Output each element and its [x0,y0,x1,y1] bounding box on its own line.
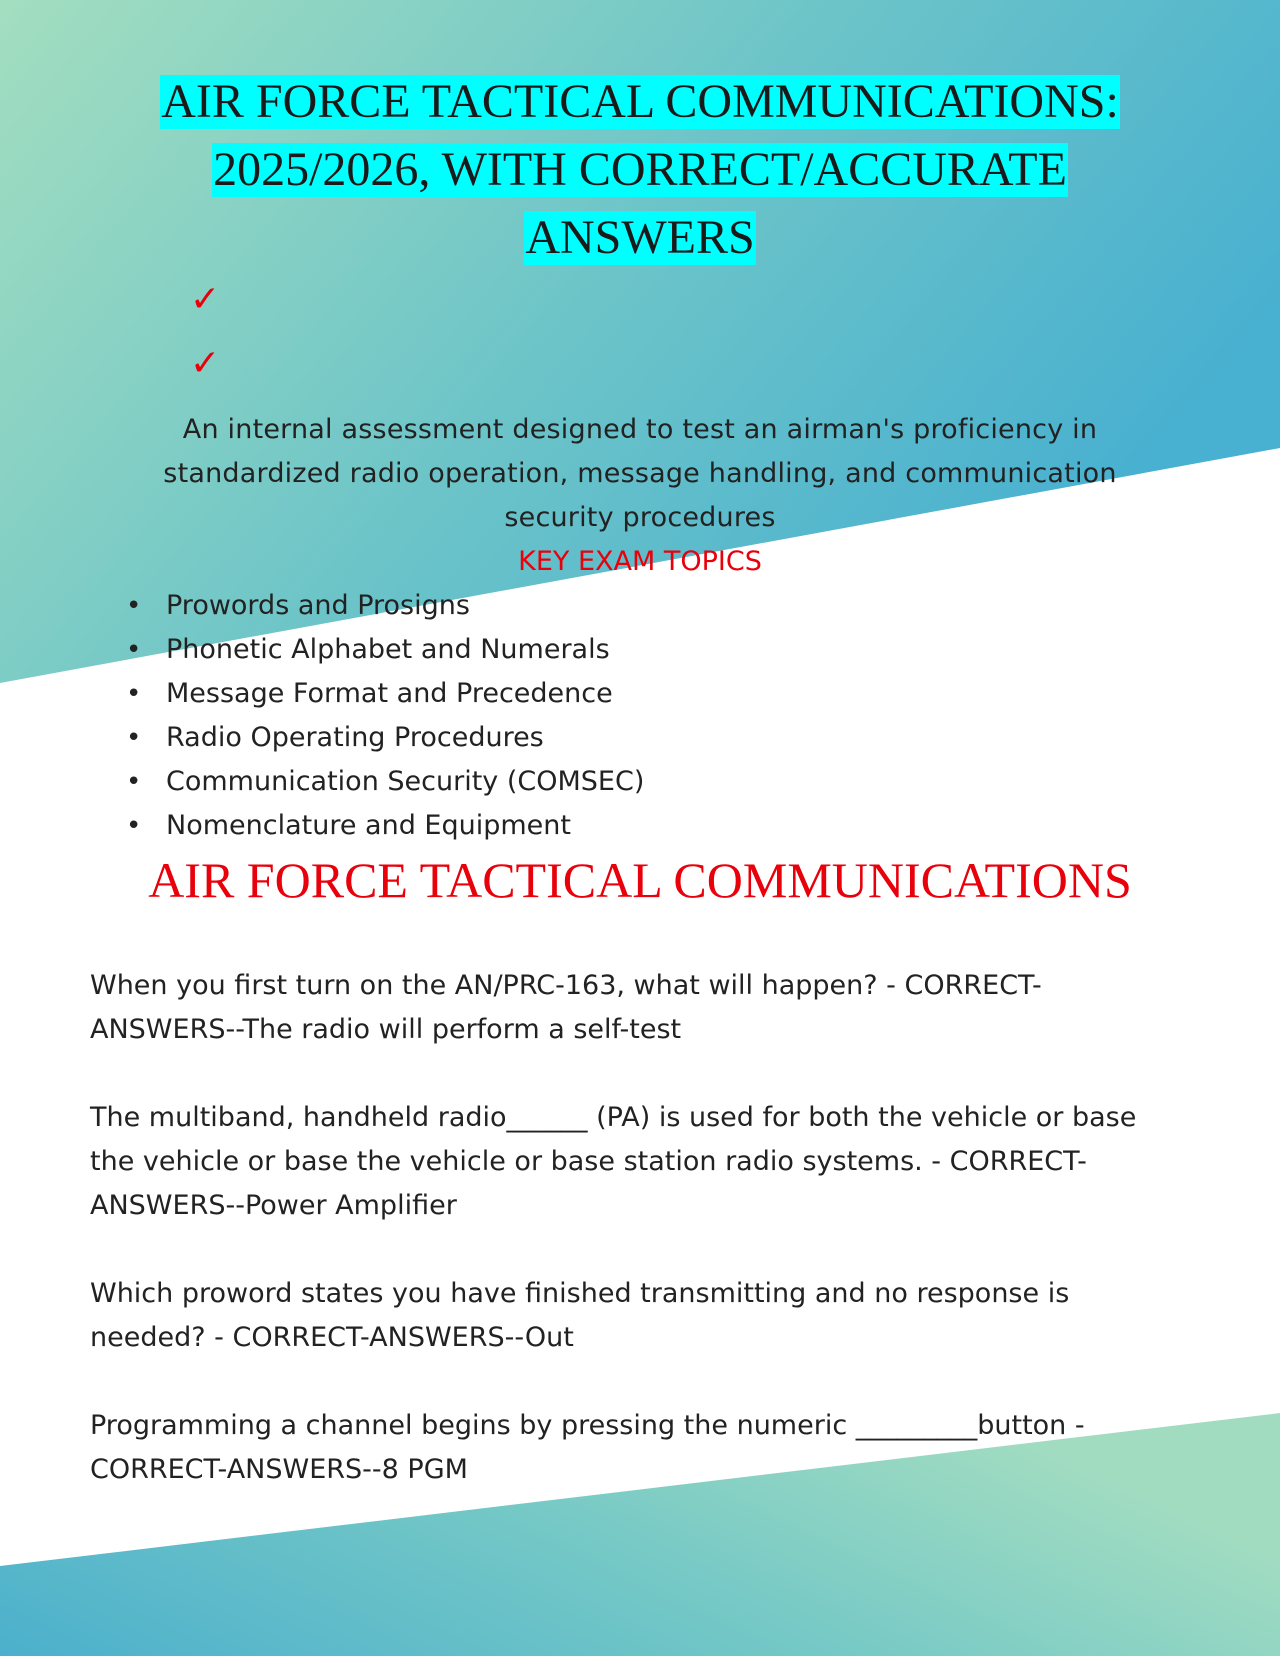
topic-item: • Prowords and Prosigns [120,584,644,628]
topic-item: • Message Format and Precedence [120,672,644,716]
section-title: AIR FORCE TACTICAL COMMUNICATIONS [148,852,1132,908]
intro-paragraph: An internal assessment designed to test an airman's proficiency in standardized radio operation, message handling, and communication security procedures [163,414,1117,533]
checkmark-icon: ✓ [190,279,221,320]
question-answer: When you first turn on the AN/PRC-163, what will happen? - CORRECT-ANSWERS--The radio will perform a self-test [90,970,1042,1045]
topics-list [120,584,644,848]
topic-item: • Phonetic Alphabet and Numerals [120,628,644,672]
question-answer: Which proword states you have finished transmitting and no response is needed? - CORRECT-ANSWERS--Out [90,1278,1070,1353]
title-line-3: ANSWERS [525,211,755,264]
topic-item: • Communication Security (COMSEC) [120,760,644,804]
question-answer: Programming a channel begins by pressing the numeric _________button - CORRECT-ANSWERS--8 PGM [90,1410,1085,1485]
title-line-2: 2025/2026, WITH CORRECT/ACCURATE [213,143,1067,196]
checkmark-list [190,280,220,408]
topics-heading: KEY EXAM TOPICS [518,546,762,577]
topic-item: • Nomenclature and Equipment [120,804,644,848]
title-line-1: AIR FORCE TACTICAL COMMUNICATIONS: [161,75,1119,128]
checkmark-icon: ✓ [190,343,221,384]
document-title [0,68,1280,272]
topic-item: • Radio Operating Procedures [120,716,644,760]
question-answer: The multiband, handheld radio______ (PA) is used for both the vehicle or base the vehicle or base the vehicle or base station radio systems. - CORRECT-ANSWERS--Power Amplifier [90,1102,1137,1221]
